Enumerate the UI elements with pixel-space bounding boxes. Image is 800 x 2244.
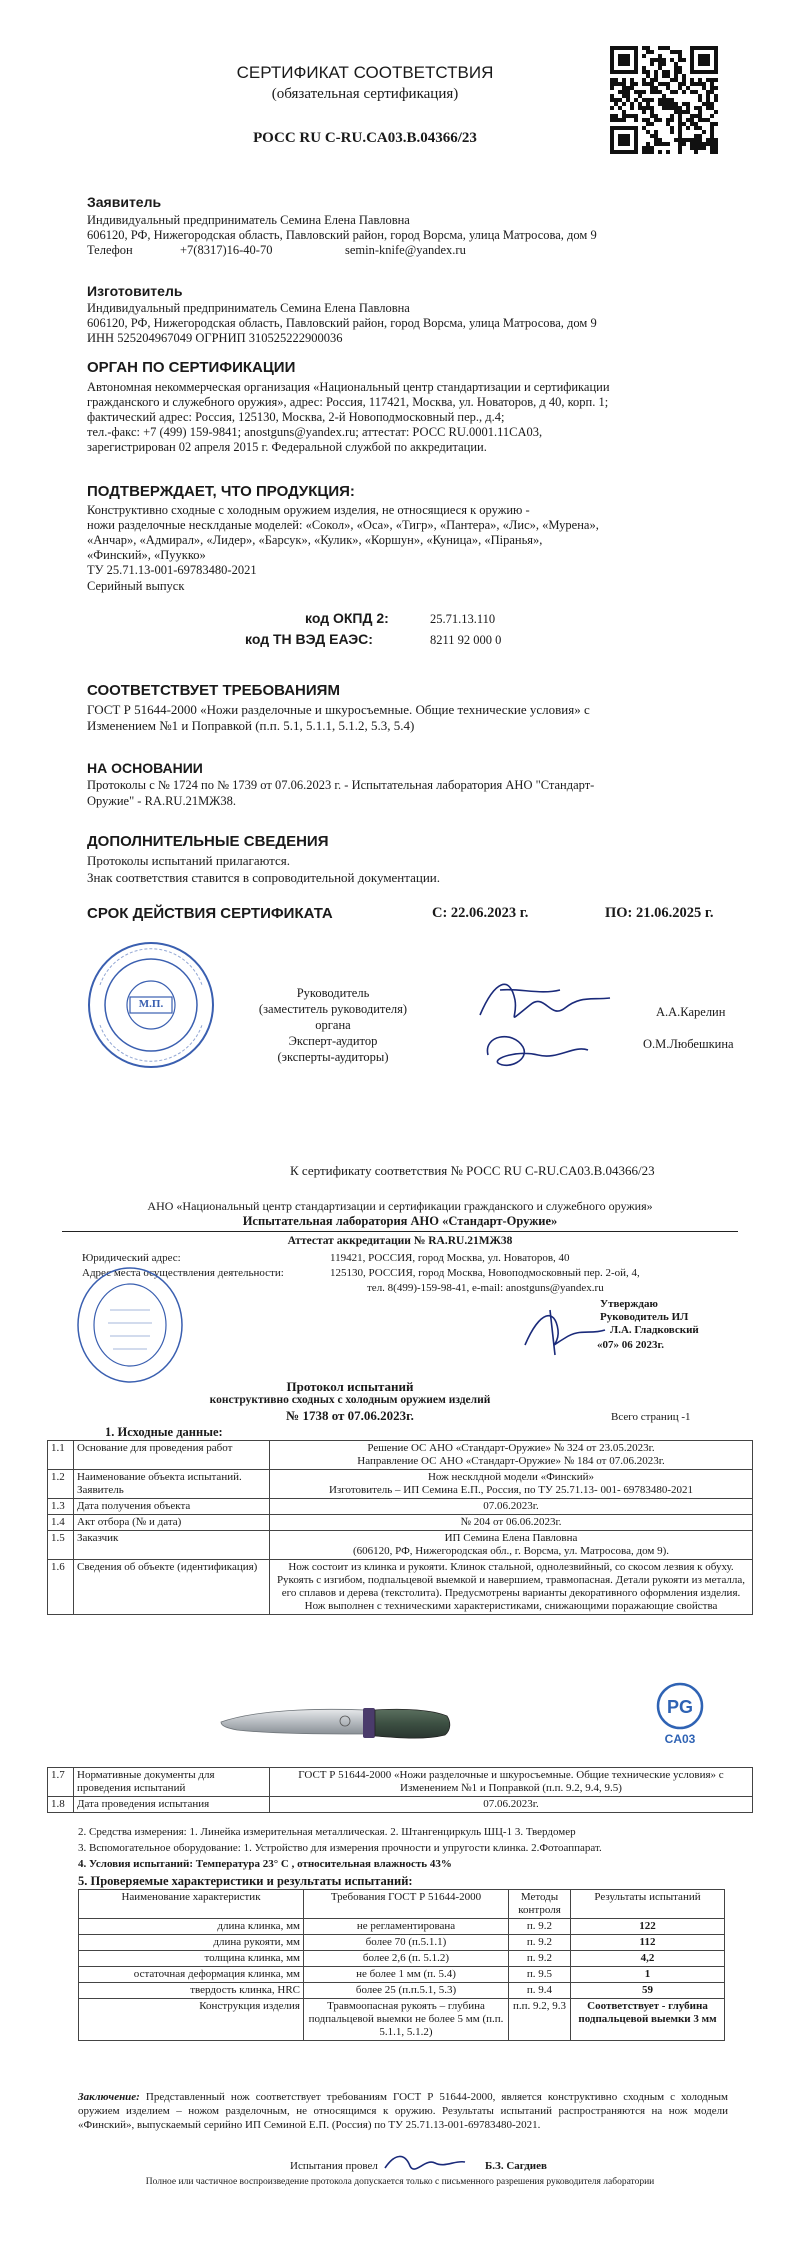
manufacturer-heading: Изготовитель <box>87 283 183 299</box>
method: п.п. 9.2, 9.3 <box>509 1999 571 2041</box>
requirement: более 2,6 (п. 5.1.2) <box>304 1951 509 1967</box>
legal-label: Юридический адрес: <box>82 1252 181 1264</box>
tnved-value: 8211 92 000 0 <box>430 633 502 647</box>
result: 1 <box>571 1967 725 1983</box>
tested-by-name: Б.З. Сагдиев <box>485 2160 547 2172</box>
signature-expert <box>468 1025 598 1080</box>
method: п. 9.4 <box>509 1983 571 1999</box>
product-line-2: ножи разделочные несклданые моделей: «Сокол», «Оса», «Тигр», «Пантера», «Лис», «Мурена», <box>87 518 599 532</box>
column-header: Результаты испытаний <box>571 1890 725 1919</box>
row-label: Дата получения объекта <box>74 1499 270 1515</box>
conforms-line-2: Изменением №1 и Поправкой (п.п. 5.1, 5.1.1, 5.1.2, 5.3, 5.4) <box>87 718 415 733</box>
row-number: 1.3 <box>48 1499 74 1515</box>
protocol-org: АНО «Национальный центр стандартизации и сертификации гражданского и служебного оружия» <box>147 1199 653 1213</box>
applicant-phone-label: Телефон <box>87 243 133 257</box>
result: 122 <box>571 1919 725 1935</box>
stamp-seal <box>86 940 216 1070</box>
certification-logo <box>650 1680 710 1750</box>
stamp-text: М.П. <box>138 998 164 1010</box>
expert-name: О.М.Любешкина <box>643 1037 734 1051</box>
manufacturer-line-2: 606120, РФ, Нижегородская область, Павловский район, город Ворсма, улица Матросова, дом 9 <box>87 316 597 330</box>
item-4: 4. Условия испытаний: Температура 23° С , относительная влажность 43% <box>78 1858 452 1870</box>
row-label: Сведения об объекте (идентификация) <box>74 1560 270 1615</box>
row-value: 07.06.2023г. <box>270 1499 753 1515</box>
certificate-subtitle: (обязательная сертификация) <box>271 86 459 102</box>
results-row <box>79 1967 725 1983</box>
contacts: тел. 8(499)-159-98-41, e-mail: anostguns@yandex.ru <box>367 1282 604 1294</box>
row-value: Решение ОС АНО «Стандарт-Оружие» № 324 от 23.05.2023г. Направление ОС АНО «Стандарт-Оружие» № 184 от 07.06.2023г. <box>270 1441 753 1470</box>
results-row <box>79 1919 725 1935</box>
result: 112 <box>571 1935 725 1951</box>
logo-label: CA03 <box>664 1732 696 1746</box>
row-value: № 204 от 06.06.2023г. <box>270 1515 753 1531</box>
results-row <box>79 1999 725 2041</box>
row-number: 1.6 <box>48 1560 74 1615</box>
result: 59 <box>571 1983 725 1999</box>
manufacturer-line-3: ИНН 525204967049 ОГРНИП 310525222900036 <box>87 331 343 345</box>
certificate-number: РОСС RU C-RU.CA03.B.04366/23 <box>253 130 477 146</box>
body-line-1: Автономная некоммерческая организация «Национальный центр стандартизации и сертификации <box>87 380 610 394</box>
qr-code <box>610 46 718 154</box>
row-number: 1.2 <box>48 1470 74 1499</box>
results-table <box>78 1889 725 2041</box>
product-line-1: Конструктивно сходные с холодным оружием изделия, не относящиеся к оружию - <box>87 503 530 517</box>
role-line-2: (заместитель руководителя) <box>258 1002 408 1016</box>
table-row <box>48 1499 753 1515</box>
row-label: Наименование объекта испытаний. Заявитель <box>74 1470 270 1499</box>
conforms-line-1: ГОСТ Р 51644-2000 «Ножи разделочные и шкуросъемные. Общие технические условия» с <box>87 702 590 717</box>
row-number: 1.8 <box>48 1797 74 1813</box>
row-number: 1.5 <box>48 1531 74 1560</box>
row-label: Акт отбора (№ и дата) <box>74 1515 270 1531</box>
applicant-phone: +7(8317)16-40-70 <box>180 243 273 257</box>
method: п. 9.5 <box>509 1967 571 1983</box>
body-line-4: тел.-факс: +7 (499) 159-9841; anostguns@yandex.ru; аттестат: РОСС RU.0001.11CA03, <box>87 425 543 439</box>
table-row <box>48 1560 753 1615</box>
signature-lab-head <box>520 1300 610 1360</box>
row-label: Дата проведения испытания <box>74 1797 270 1813</box>
row-number: 1.4 <box>48 1515 74 1531</box>
body-heading: ОРГАН ПО СЕРТИФИКАЦИИ <box>87 359 296 376</box>
body-line-2: гражданского и служебного оружия», адрес: Россия, 117421, Москва, ул. Новаторов, д 40, корп. 1; <box>87 395 609 409</box>
role-line-3: органа <box>315 1018 351 1032</box>
basis-line-2: Оружие" - RA.RU.21МЖ38. <box>87 794 237 808</box>
characteristic: твердость клинка, HRC <box>79 1983 304 1999</box>
certificate-title: СЕРТИФИКАТ СООТВЕТСТВИЯ <box>236 63 494 82</box>
characteristic: длина клинка, мм <box>79 1919 304 1935</box>
column-header: Наименование характеристик <box>79 1890 304 1919</box>
approve-line-1: Утверждаю <box>600 1298 658 1310</box>
manufacturer-line-1: Индивидуальный предприниматель Семина Елена Павловна <box>87 301 410 315</box>
table-row <box>48 1768 753 1797</box>
table-row <box>48 1470 753 1499</box>
characteristic: остаточная деформация клинка, мм <box>79 1967 304 1983</box>
footer-note: Полное или частичное воспроизведение протокола допускается только с письменного разрешения руководителя лаборатории <box>145 2177 655 2187</box>
row-label: Заказчик <box>74 1531 270 1560</box>
protocol-pages: Всего страниц -1 <box>611 1411 691 1423</box>
row-value: Нож несклдной модели «Финский» Изготовитель – ИП Семина Е.П., Россия, по ТУ 25.71.13- 001- 69783480-2021 <box>270 1470 753 1499</box>
product-line-5: ТУ 25.71.13-001-69783480-2021 <box>87 563 257 577</box>
lab-stamp <box>75 1265 185 1385</box>
row-label: Нормативные документы для проведения испытаний <box>74 1768 270 1797</box>
results-row <box>79 1935 725 1951</box>
protocol-ref: К сертификату соответствия № РОСС RU C-RU.CA03.B.04366/23 <box>290 1163 655 1178</box>
requirement: не регламентирована <box>304 1919 509 1935</box>
characteristic: длина рукояти, мм <box>79 1935 304 1951</box>
accreditation: Аттестат аккредитации № RA.RU.21МЖ38 <box>287 1235 513 1247</box>
activity-label: Адрес места осуществления деятельности: <box>82 1267 284 1279</box>
method: п. 9.2 <box>509 1935 571 1951</box>
source-data-table <box>47 1440 753 1615</box>
results-row <box>79 1983 725 1999</box>
row-value: ИП Семина Елена Павловна (606120, РФ, Нижегородская обл., г. Ворсма, ул. Матросова, дом 9). <box>270 1531 753 1560</box>
basis-line-1: Протоколы с № 1724 по № 1739 от 07.06.2023 г. - Испытательная лаборатория АНО "Стандарт- <box>87 778 595 792</box>
applicant-line-2: 606120, РФ, Нижегородская область, Павловский район, город Ворсма, улица Матросова, дом 9 <box>87 228 597 242</box>
additional-line-2: Знак соответствия ставится в сопроводительной документации. <box>87 870 440 885</box>
additional-heading: ДОПОЛНИТЕЛЬНЫЕ СВЕДЕНИЯ <box>87 833 329 850</box>
knife-photo <box>215 1690 455 1760</box>
section5-heading: 5. Проверяемые характеристики и результаты испытаний: <box>78 1874 413 1888</box>
product-heading: ПОДТВЕРЖДАЕТ, ЧТО ПРОДУКЦИЯ: <box>87 483 355 500</box>
approve-date: «07» 06 2023г. <box>597 1339 665 1351</box>
source-data-table-2 <box>47 1767 753 1813</box>
protocol-subtitle: конструктивно сходных с холодным оружием изделий <box>209 1394 491 1406</box>
signature-tester <box>380 2148 470 2178</box>
row-value: 07.06.2023г. <box>270 1797 753 1813</box>
table-row <box>48 1515 753 1531</box>
role-line-5: (эксперты-аудиторы) <box>277 1050 389 1064</box>
conclusion-label: Заключение: <box>78 2091 140 2103</box>
requirement: более 70 (п.5.1.1) <box>304 1935 509 1951</box>
tested-by-label: Испытания провел <box>290 2160 378 2172</box>
director-name: А.А.Карелин <box>656 1005 726 1019</box>
table-row <box>48 1797 753 1813</box>
characteristic: Конструкция изделия <box>79 1999 304 2041</box>
tnved-label: код ТН ВЭД ЕАЭС: <box>245 631 373 647</box>
approve-line-3: Л.А. Гладковский <box>610 1324 699 1336</box>
additional-line-1: Протоколы испытаний прилагаются. <box>87 853 290 868</box>
results-row <box>79 1951 725 1967</box>
body-line-3: фактический адрес: Россия, 125130, Москва, 2-й Новоподмосковный пер., д.4; <box>87 410 505 424</box>
item-2: 2. Средства измерения: 1. Линейка измерительная металлическая. 2. Штангенциркуль ШЦ-1 3. Твердомер <box>78 1826 576 1838</box>
validity-heading: СРОК ДЕЙСТВИЯ СЕРТИФИКАТА <box>87 905 333 922</box>
product-line-3: «Анчар», «Адмирал», «Лидер», «Барсук», «Кулик», «Коршун», «Куница», «Піранья», <box>87 533 543 547</box>
applicant-heading: Заявитель <box>87 194 162 210</box>
okpd-label: код ОКПД 2: <box>305 610 389 626</box>
result: 4,2 <box>571 1951 725 1967</box>
results-header-row <box>79 1890 725 1919</box>
activity-address: 125130, РОССИЯ, город Москва, Новоподмосковный пер. 2-ой, 4, <box>330 1267 640 1279</box>
row-value: Нож состоит из клинка и рукояти. Клинок стальной, однолезвийный, со скосом лезвия к обуху. Рукоять с изгибом, подпальцевой выемкой и навершием, травмопасная. Детали рукояти из металла, его сплавов и дерева (текстолита). Предусмотрены варианты декоративного оформления изделия. Нож выполнен с техническими характеристиками, снижающими поражающие свойства <box>270 1560 753 1615</box>
protocol-lab: Испытательная лаборатория АНО «Стандарт-Оружие» <box>242 1214 558 1228</box>
conforms-heading: СООТВЕТСТВУЕТ ТРЕБОВАНИЯМ <box>87 682 340 699</box>
approve-line-2: Руководитель ИЛ <box>600 1311 689 1323</box>
product-line-6: Серийный выпуск <box>87 579 185 593</box>
requirement: Травмоопасная рукоять – глубина подпальцевой выемки не более 5 мм (п.п. 5.1.1, 5.1.2) <box>304 1999 509 2041</box>
row-label: Основание для проведения работ <box>74 1441 270 1470</box>
role-line-1: Руководитель <box>296 986 370 1000</box>
column-header: Методы контроля <box>509 1890 571 1919</box>
item-3: 3. Вспомогательное оборудование: 1. Устройство для измерения прочности и упругости клинка. 2.Фотоаппарат. <box>78 1842 602 1854</box>
requirement: более 25 (п.п.5.1, 5.3) <box>304 1983 509 1999</box>
table-row <box>48 1441 753 1470</box>
okpd-value: 25.71.13.110 <box>430 612 496 626</box>
conclusion-text: Представленный нож соответствует требованиям ГОСТ Р 51644-2000, является конструктивно сходным с холодным оружием изделием – ножом разделочным, не относящимся к оружию. Результаты испытаний распространяются на нож модели «Финский», выпускаемый серийно ИП Семиной Е.П. (Россия) по ТУ 25.71.13-001-69783480-2021. <box>78 2091 729 2131</box>
protocol-title: Протокол испытаний <box>286 1379 414 1394</box>
characteristic: толщина клинка, мм <box>79 1951 304 1967</box>
applicant-line-1: Индивидуальный предприниматель Семина Елена Павловна <box>87 213 410 227</box>
role-line-4: Эксперт-аудитор <box>288 1034 378 1048</box>
applicant-email: semin-knife@yandex.ru <box>345 243 466 257</box>
product-line-4: «Финский», «Пуукко» <box>87 548 206 562</box>
section1-heading: 1. Исходные данные: <box>105 1425 223 1439</box>
validity-from: С: 22.06.2023 г. <box>432 905 529 921</box>
row-number: 1.7 <box>48 1768 74 1797</box>
column-header: Требования ГОСТ Р 51644-2000 <box>304 1890 509 1919</box>
protocol-number: № 1738 от 07.06.2023г. <box>286 1408 414 1423</box>
table-row <box>48 1531 753 1560</box>
method: п. 9.2 <box>509 1951 571 1967</box>
method: п. 9.2 <box>509 1919 571 1935</box>
validity-to: ПО: 21.06.2025 г. <box>605 905 714 921</box>
svg-text:PG: PG <box>666 1697 694 1717</box>
requirement: не более 1 мм (п. 5.4) <box>304 1967 509 1983</box>
row-value: ГОСТ Р 51644-2000 «Ножи разделочные и шкуросъемные. Общие технические условия» с Изменением №1 и Поправкой (п.п. 9.2, 9.4, 9.5) <box>270 1768 753 1797</box>
result: Соответствует - глубина подпальцевой выемки 3 мм <box>571 1999 725 2041</box>
basis-heading: НА ОСНОВАНИИ <box>87 760 203 776</box>
body-line-5: зарегистрирован 02 апреля 2015 г. Федеральной службой по аккредитации. <box>87 440 487 454</box>
legal-address: 119421, РОССИЯ, город Москва, ул. Новаторов, 40 <box>330 1252 570 1264</box>
row-number: 1.1 <box>48 1441 74 1470</box>
